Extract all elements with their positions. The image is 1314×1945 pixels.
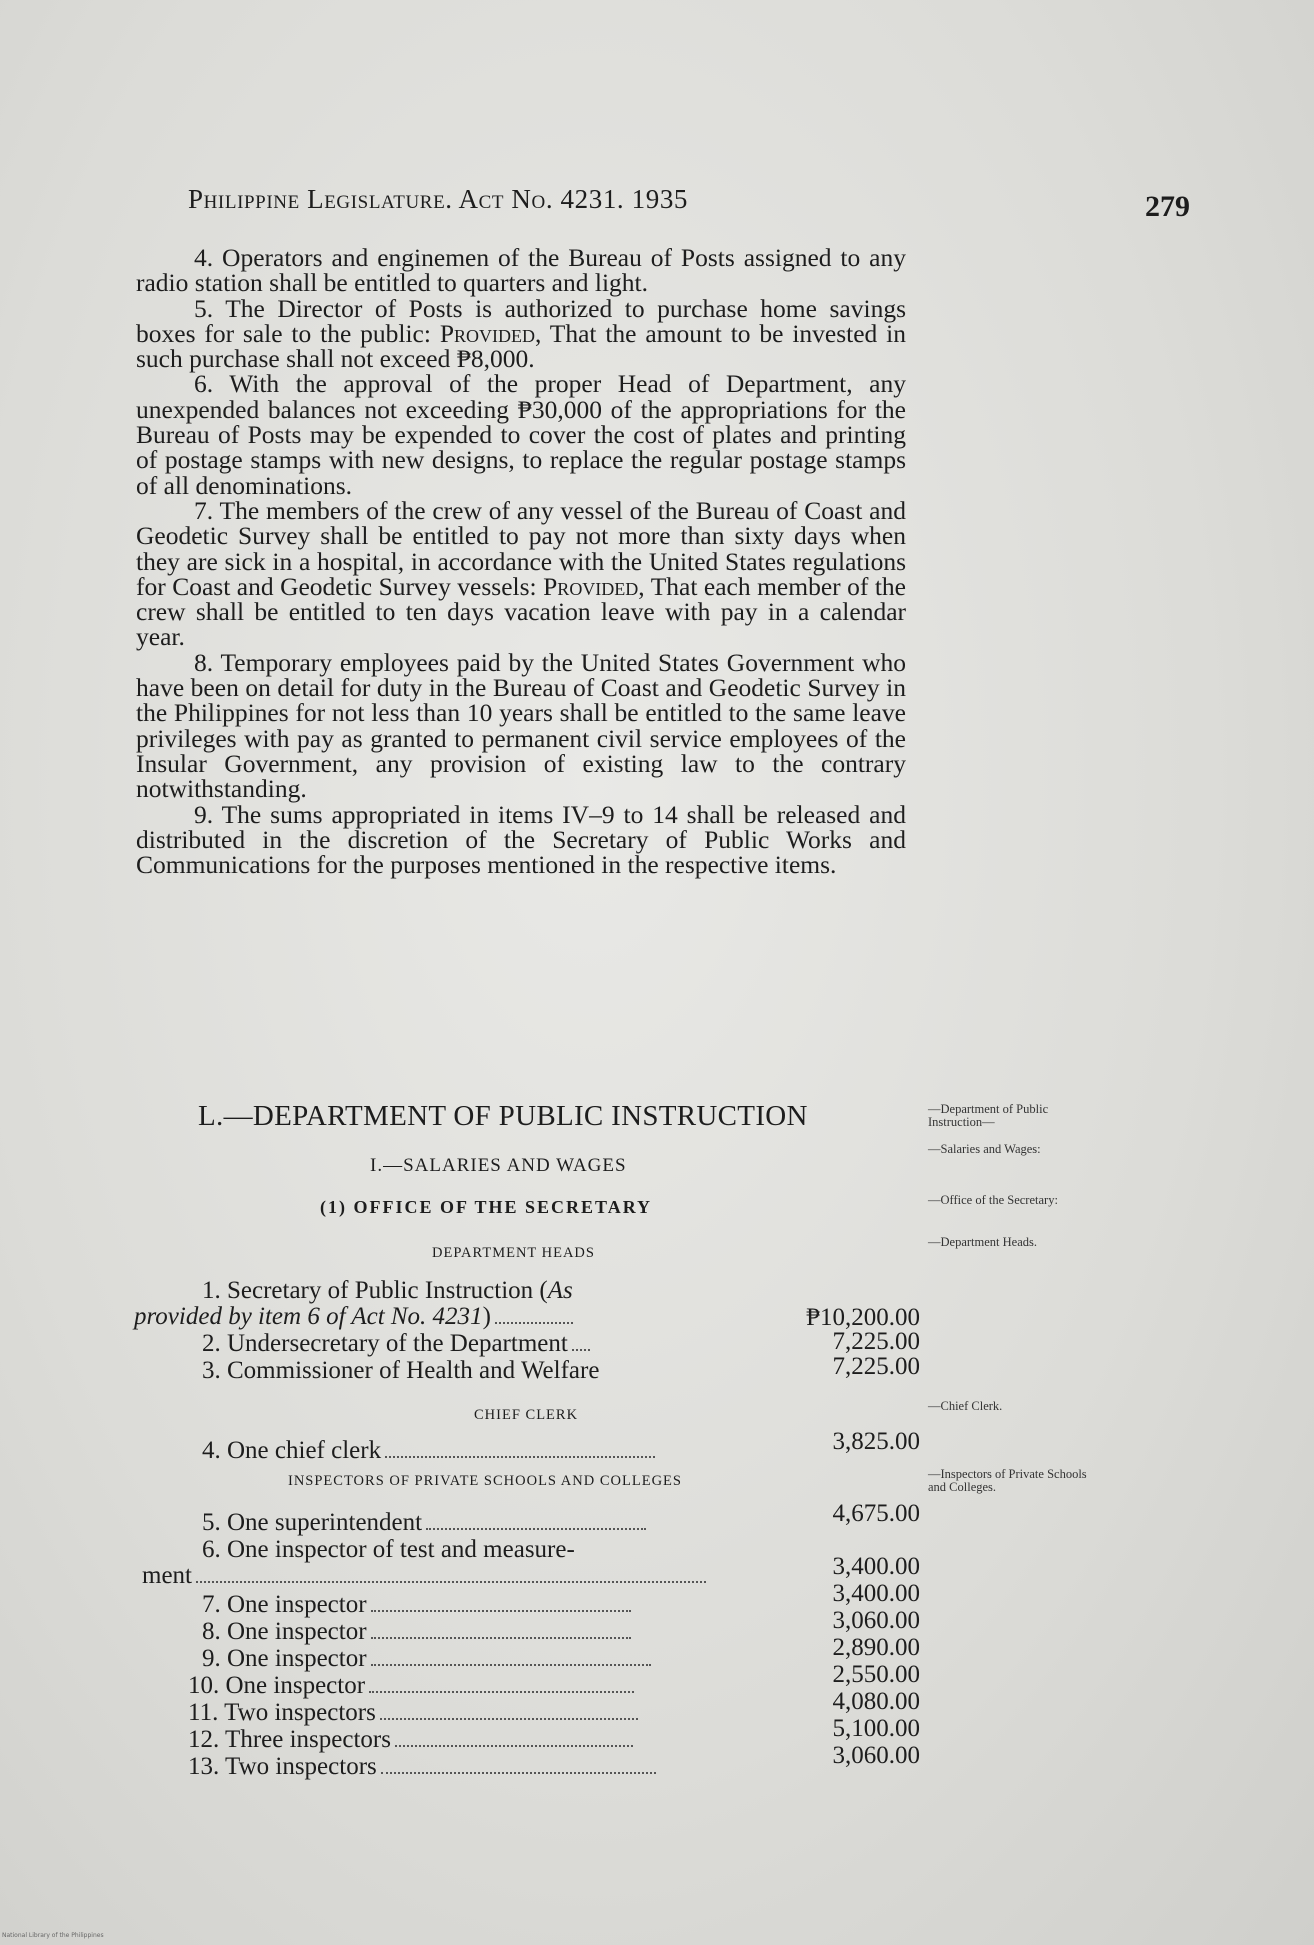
leader-dots (385, 1452, 655, 1458)
item-label: ) (482, 1303, 491, 1330)
proviso-word: Provided, (543, 571, 645, 601)
paragraph-text: 5. The Director of Posts is authorized to purchase home savings boxes for sale to the public: (136, 293, 906, 348)
leader-dots (395, 1741, 633, 1747)
paragraph-text: 7. The members of the crew of any vessel of the Bureau of Coast and Geodetic Survey shall be entitled to pay not more than sixty days when they are sick in a hospital, in accordance with the United States regulations for Coast and Geodetic Survey vessels: (136, 495, 906, 601)
item-label-italic: As (547, 1277, 573, 1304)
heading-inspectors: INSPECTORS OF PRIVATE SCHOOLS AND COLLEGES (288, 1473, 682, 1489)
body-text (136, 243, 906, 880)
item-label: ment (142, 1562, 192, 1589)
paragraph: 8. Temporary employees paid by the United States Government who have been on detail for duty in the Bureau of Coast and Geodetic Survey in the Philippines for not less than 10 years shall be entitled to the same leave privileges with pay as granted to permanent civil service employees of the Insular Government, any provision of existing law to the contrary notwithstanding. (136, 647, 906, 804)
item-amount: 3,400.00 (832, 1553, 920, 1580)
footer-note: National Library of the Philippines (2, 1932, 104, 1939)
item-label: 12. Three inspectors (188, 1726, 391, 1753)
leader-dots (369, 1687, 634, 1693)
item-amount: 3,400.00 (832, 1580, 920, 1607)
item-amount: 3,060.00 (832, 1607, 920, 1634)
item-amount: 2,550.00 (832, 1661, 920, 1688)
item-amount: 7,225.00 (832, 1353, 920, 1380)
page-number: 279 (1145, 190, 1190, 223)
heading-department-heads: DEPARTMENT HEADS (432, 1245, 595, 1261)
item-amount: 7,225.00 (832, 1328, 920, 1355)
leader-dots (371, 1633, 631, 1639)
item-label: 3. Commissioner of Health and Welfare (202, 1357, 600, 1384)
item-amount: 4,080.00 (832, 1688, 920, 1715)
item-label: 10. One inspector (188, 1672, 366, 1699)
section-title: I.—SALARIES AND WAGES (370, 1155, 627, 1176)
item-12 (150, 1727, 768, 1753)
item-amount: 3,825.00 (832, 1428, 920, 1455)
item-4 (150, 1438, 782, 1464)
item-amount: 3,060.00 (832, 1742, 920, 1769)
running-head: Philippine Legislature. Act No. 4231. 1935 (188, 184, 689, 214)
leader-dots (371, 1660, 651, 1666)
margin-note-heads: —Department Heads. (928, 1235, 1037, 1249)
item-1 (134, 1277, 730, 1330)
item-2 (150, 1331, 782, 1357)
margin-note-inspectors: —Inspectors of Private Schools and Colleges. (928, 1467, 1087, 1494)
department-title: L.—DEPARTMENT OF PUBLIC INSTRUCTION (198, 1100, 808, 1132)
item-8 (150, 1619, 782, 1645)
item-3 (150, 1358, 782, 1384)
leader-dots (380, 1714, 638, 1720)
proviso-word: Provided, (439, 318, 542, 348)
paragraph (136, 495, 906, 652)
item-label: 5. One superintendent (202, 1509, 423, 1536)
item-label: 13. Two inspectors (188, 1753, 377, 1780)
item-label-italic: provided by item 6 of Act No. 4231 (134, 1303, 483, 1330)
item-label: 9. One inspector (202, 1645, 367, 1672)
leader-dots (381, 1768, 656, 1774)
item-label: 6. One inspector of test and measure- (202, 1536, 575, 1563)
item-label: 2. Undersecretary of the Department (202, 1330, 568, 1357)
paragraph: 4. Operators and enginemen of the Bureau of Posts assigned to any radio station shall be entitled to quarters and light. (136, 243, 906, 298)
item-label: 4. One chief clerk (202, 1437, 382, 1464)
leader-dots (572, 1345, 590, 1351)
item-13 (150, 1754, 768, 1780)
paragraph (136, 293, 906, 374)
item-amount: ₱10,200.00 (806, 1304, 920, 1331)
margin-note-office: —Office of the Secretary: (928, 1193, 1058, 1207)
paragraph: 6. With the approval of the proper Head of Department, any unexpended balances not exceeding ₱30,000 of the appropriations for the Bureau of Posts may be expended to cover the cost of plates and printing of postage stamps with new designs, to replace the regular postage stamps of all denominations. (136, 369, 906, 500)
item-7 (150, 1592, 782, 1618)
leader-dots (495, 1318, 573, 1324)
paragraph-text: That each member of the crew shall be entitled to ten days vacation leave with pay in a calendar year. (136, 571, 906, 652)
item-label: 7. One inspector (202, 1591, 367, 1618)
margin-note-department: —Department of Public Instruction— (928, 1102, 1049, 1129)
heading-chief-clerk: CHIEF CLERK (474, 1407, 579, 1423)
item-amount: 2,890.00 (832, 1634, 920, 1661)
item-label: 8. One inspector (202, 1618, 367, 1645)
leader-dots (196, 1577, 706, 1583)
leader-dots (371, 1606, 631, 1612)
item-amount: 5,100.00 (832, 1715, 920, 1742)
subsection-title: (1) OFFICE OF THE SECRETARY (320, 1197, 653, 1217)
item-10 (150, 1673, 768, 1699)
item-label: 11. Two inspectors (188, 1699, 376, 1726)
margin-note-salaries: —Salaries and Wages: (928, 1142, 1041, 1156)
paragraph: 9. The sums appropriated in items IV–9 to 14 shall be released and distributed in the discretion of the Secretary of Public Works and Communications for the purposes mentioned in the respective items. (136, 799, 906, 880)
item-9 (150, 1646, 782, 1672)
item-11 (150, 1700, 768, 1726)
item-6 (142, 1536, 730, 1589)
leader-dots (426, 1524, 646, 1530)
item-5 (150, 1510, 782, 1536)
item-label: 1. Secretary of Public Instruction ( (202, 1277, 548, 1304)
item-amount: 4,675.00 (832, 1500, 920, 1527)
margin-note-chief-clerk: —Chief Clerk. (928, 1399, 1003, 1413)
paragraph-text: That the amount to be invested in such purchase shall not exceed ₱8,000. (136, 318, 906, 374)
